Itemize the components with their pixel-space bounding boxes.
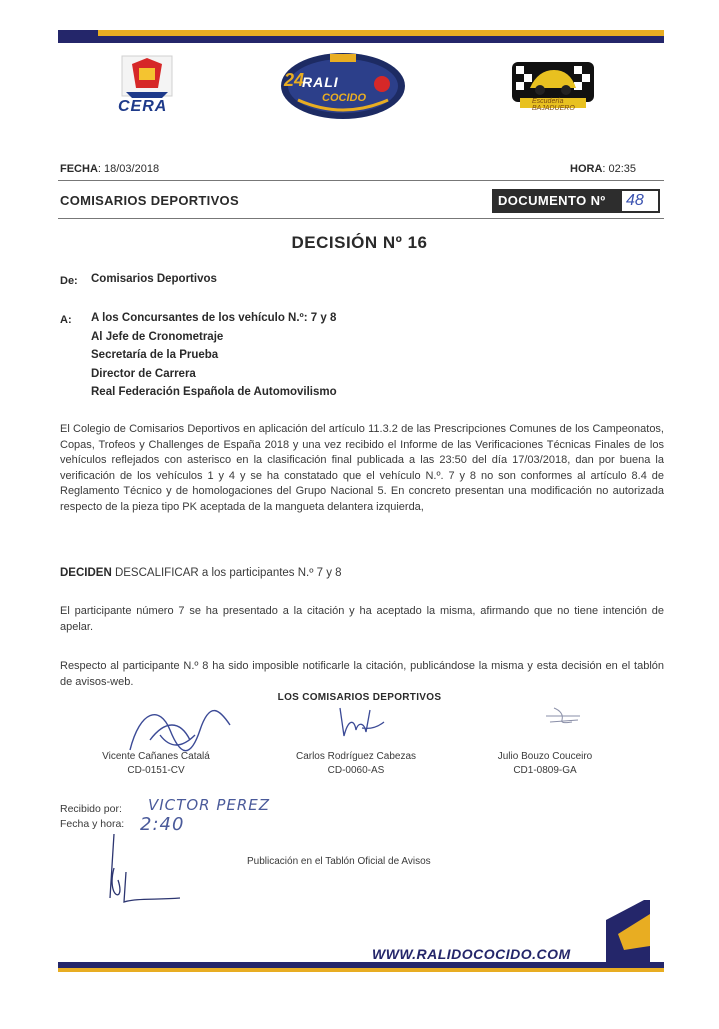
hora-value: : 02:35 bbox=[602, 163, 637, 175]
deciden-label: DECIDEN bbox=[60, 567, 112, 579]
recipient-item: Secretaría de la Prueba bbox=[91, 349, 219, 361]
cocido-text: COCIDO bbox=[322, 92, 366, 104]
de-label: De: bbox=[60, 275, 78, 287]
documento-number: 48 bbox=[622, 191, 658, 211]
deciden-text: DESCALIFICAR a los participantes N.º 7 y 8 bbox=[111, 567, 342, 579]
paragraph-participant-8: Respecto al participante N.º 8 ha sido imposible notificarle la citación, publicándose la misma y esta decisión en el tablón de avisos-web. bbox=[60, 660, 664, 688]
signatory-name: Julio Bouzo Couceiro bbox=[497, 751, 593, 762]
rali-text: RALI bbox=[302, 74, 339, 90]
recipient-item: Al Jefe de Cronometraje bbox=[91, 330, 224, 343]
paragraph-participant-7: El participante número 7 se ha presentado a la citación y ha aceptado la misma, afirmando que no tiene intención de apelar. bbox=[60, 605, 664, 633]
hora-line bbox=[570, 163, 636, 175]
cera-logo bbox=[112, 54, 182, 120]
body-paragraph: El Colegio de Comisarios Deportivos en aplicación del artículo 11.3.2 de las Prescripciones Comunes de los Campeonatos, Copas, Trofeos y Challenges de España 2018 y una vez recibido el Informe de las Verificaciones Técnicas Finales de los vehículos reflejados con asterisco en la clasificación final publicada a las 23:50 del día 17/03/2018, dan por buena la verificación de los vehículos 1 y 4 y se ha constatado que el vehículo N.º. 7 y 8 no son conformes al artículo 8.4 de Reglamento Técnico y de homologaciones del Grupo Nacional 5. En concreto presentan una modificación no autorizada respecto de la pieza tipo PK aceptada de la mangueta delantera izquierda, bbox=[60, 423, 664, 513]
top-band-graphic bbox=[58, 30, 664, 44]
recibido-label: Recibido por: bbox=[60, 803, 122, 815]
recipient-item: A los Concursantes de los vehículo N.º: 7 y 8 bbox=[91, 312, 337, 324]
deciden-line bbox=[60, 567, 342, 579]
escuderia-logo bbox=[510, 54, 596, 114]
cera-text: CERA bbox=[118, 98, 168, 115]
fecha-label: FECHA bbox=[60, 163, 98, 175]
signatory-name: Carlos Rodríguez Cabezas bbox=[295, 751, 417, 762]
fecha-value: : 18/03/2018 bbox=[97, 163, 160, 175]
divider bbox=[58, 180, 664, 181]
fecha-line bbox=[60, 163, 159, 175]
signatory-code: CD-0151-CV bbox=[127, 765, 185, 776]
signature-block bbox=[455, 750, 635, 778]
signature-block bbox=[266, 750, 446, 778]
signatory-code: CD-0060-AS bbox=[327, 765, 385, 776]
footer-band bbox=[58, 900, 664, 974]
fecha-hora-value: 2:40 bbox=[140, 814, 185, 835]
rali-cocido-logo bbox=[278, 50, 408, 122]
recipient-item: Director de Carrera bbox=[91, 367, 196, 380]
publicacion-note: Publicación en el Tablón Oficial de Avisos bbox=[247, 856, 431, 867]
footer-url[interactable]: WWW.RALIDOCOCIDO.COM bbox=[372, 946, 571, 962]
a-label: A: bbox=[60, 314, 72, 326]
escuderia-text: Escudería BAJADUERO bbox=[532, 98, 575, 112]
receipt-signature-scribble bbox=[96, 828, 196, 908]
top-band bbox=[58, 30, 664, 44]
signature-scribble-3 bbox=[540, 702, 590, 726]
divider bbox=[58, 218, 664, 219]
signatory-code: CD1-0809-GA bbox=[513, 765, 577, 776]
de-value: Comisarios Deportivos bbox=[91, 273, 217, 285]
recibido-value: VICTOR PEREZ bbox=[148, 796, 271, 814]
rali-number: 24 bbox=[284, 70, 305, 90]
hora-label: HORA bbox=[570, 163, 603, 175]
recipient-item: Real Federación Española de Automovilismo bbox=[91, 386, 337, 398]
documento-label: DOCUMENTO Nº bbox=[498, 193, 606, 208]
fecha-hora-label: Fecha y hora: bbox=[60, 818, 125, 830]
recipients-list bbox=[91, 309, 337, 402]
decision-title: DECISIÓN Nº 16 bbox=[291, 233, 428, 252]
signature-scribble-2 bbox=[330, 700, 390, 742]
signatures-heading: LOS COMISARIOS DEPORTIVOS bbox=[277, 692, 442, 703]
comisarios-heading: COMISARIOS DEPORTIVOS bbox=[60, 193, 239, 208]
signature-block bbox=[66, 750, 246, 778]
signatory-name: Vicente Cañanes Catalá bbox=[102, 751, 210, 762]
